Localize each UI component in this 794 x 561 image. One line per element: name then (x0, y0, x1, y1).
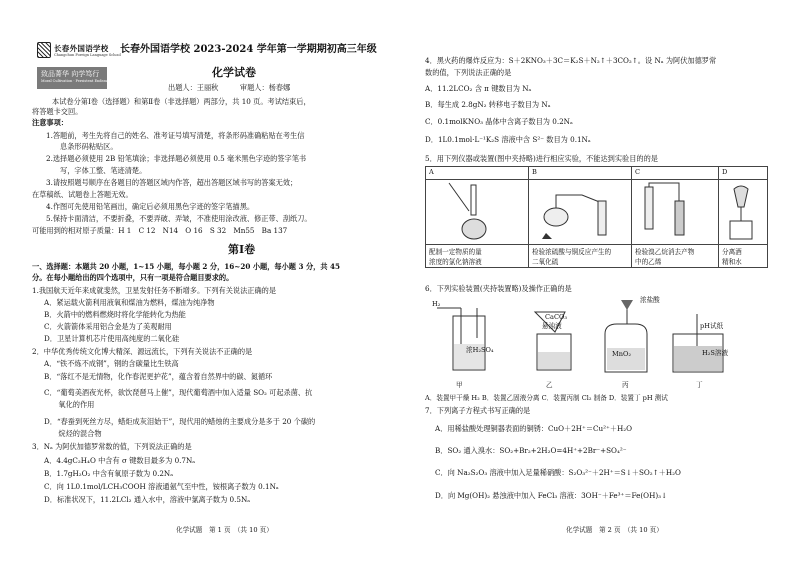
label-ding: 丁 (696, 381, 703, 389)
question-option: B．“落红不是无情物，化作春泥更护花”，蕴含着自然界中的碳、氮循环 (44, 372, 273, 381)
notice-line: 写，字体工整、笔迹清楚。 (60, 166, 147, 175)
footer-right: 化学试题 第 2 页 （共 10 页） (566, 526, 663, 534)
question-option: B．1.7gH₂O₂ 中含有氧原子数为 0.2Nₐ (44, 469, 173, 478)
exam-subject: 化学试卷 (212, 66, 256, 79)
footer-left: 化学试题 第 1 页 （共 10 页） (176, 526, 273, 534)
section-title: 第Ⅰ卷 (228, 243, 256, 256)
question-option: D．向 Mg(OH)₂ 悬浊液中加入 FeCl₃ 溶液：3OH⁻＋Fe³⁺＝Fe(OH)₃↓ (435, 491, 668, 500)
school-seal-icon (37, 42, 51, 58)
apparatus-b (529, 180, 632, 245)
table-header-b: B (529, 167, 632, 180)
question-stem: 1.我国航天近年来成就斐然，卫星发射任务不断增多。下列有关说法正确的是 (32, 286, 277, 295)
apparatus-a (426, 180, 529, 245)
label-conc-h2so4: 浓H₂SO₄ (466, 346, 494, 354)
label-yi: 乙 (546, 381, 553, 389)
question-option: D．1L0.1mol·L⁻¹K₂S 溶液中含 S²⁻ 数目为 0.1Nₐ (425, 135, 591, 144)
question-option: C．火箭箭体采用铝合金是为了美观耐用 (44, 322, 172, 331)
label-bing: 丙 (622, 381, 629, 389)
separatory-funnel-icon (722, 181, 760, 241)
copper-reaction-icon (532, 181, 622, 241)
section-desc-2: 分。在每小题给出的四个选项中，只有一项是符合题目要求的。 (32, 273, 234, 282)
notice-line: 3.请按照题号顺序在各题目的答题区域内作答，超出答题区域书写的答案无效； (46, 178, 298, 187)
notice-line: 1.答题前，考生先将自己的姓名、准考证号填写清楚，将条形码准确粘贴在考生信 (46, 131, 305, 140)
question-stem: 7．下列离子方程式书写正确的是 (425, 406, 531, 415)
school-name-logo: 长春外国语学校 (54, 44, 109, 53)
question-option: A．用稀盐酸处理铜器表面的铜锈：CuO＋2H⁺＝Cu²⁺＋H₂O (435, 424, 633, 433)
caption-c: 检验溴乙烷消去产物 中的乙烯 (632, 245, 719, 268)
notice-line: 4.作图可先使用铅笔画出，确定后必须用黑色字迹的签字笔描黑。 (46, 202, 255, 211)
question-option: 烷烃的混合物 (44, 429, 102, 438)
question-option: D．“春蚕到死丝方尽，蜡炬成灰泪始干”，现代用的蜡烛的主要成分是多于 20 个碳的 (44, 417, 316, 426)
table-header-d: D (719, 167, 768, 180)
intro-line-2: 将答题卡交回。 (32, 107, 83, 116)
notice-line: 2.选择题必须使用 2B 铅笔填涂；非选择题必须使用 0.5 毫米黑色字迹的签字笔书 (46, 154, 307, 163)
question-option: A．紧运载火箭利用液氧和煤油为燃料，煤油为纯净物 (44, 298, 215, 307)
apparatus-c (632, 180, 719, 245)
question-stem: 2．中华优秀传统文化博大精深、源远流长，下列有关说法不正确的是 (32, 347, 253, 356)
caption-d: 分离酒 精和水 (719, 245, 768, 268)
caption-a: 配制一定物质的量 浓度的氯化钠溶液 (426, 245, 529, 268)
exam-authors: 出题人：王丽秋 审题人：杨春娜 (168, 83, 291, 92)
question-stem: 3．Nₐ 为阿伏加德罗常数的值，下列说法正确的是 (32, 442, 192, 451)
experiment-table (425, 166, 768, 268)
table-header-a: A (426, 167, 529, 180)
apparatus-d (719, 180, 768, 245)
label-ph-paper: pH试纸 (700, 322, 724, 330)
question-option: D．卫星计算机芯片使用高纯度的二氧化硅 (44, 334, 180, 343)
label-conc-hcl: 浓盐酸 (640, 296, 660, 304)
school-name-en: Changchun Foreign Language School (54, 53, 121, 57)
question-option: D．标准状况下，11.2LCl₂ 通入水中，溶液中氯离子数为 0.5Nₐ (44, 495, 251, 504)
notice-line: 息条形码粘贴区。 (60, 142, 118, 151)
label-suspension: 悬浊液 (542, 322, 562, 330)
ethylene-test-icon (635, 181, 709, 241)
question-stem: 6．下列实验装置(夹持装置略)及操作正确的是 (425, 284, 572, 293)
question-stem: 数的值，下列说法正确的是 (425, 68, 512, 77)
question-option: B．每生成 2.8gN₂ 转移电子数目为 Nₐ (425, 100, 551, 109)
label-caco3: CaCO₃ (545, 313, 568, 321)
table-header-c: C (632, 167, 719, 180)
question-option: C．0.1molKNO₃ 晶体中含离子数目为 0.2Nₐ (425, 117, 573, 126)
notice-line: 5.保持卡面清洁，不要折叠，不要弄破、弄皱，不准使用涂改液、修正带、刮纸刀。 (46, 214, 312, 223)
label-h2s: H₂S溶液 (702, 349, 729, 357)
motto-cn: 致品菁华 向学笃行 (41, 70, 100, 78)
volumetric-flask-icon (429, 181, 519, 241)
exam-title: 长春外国语学校 2023-2024 学年第一学期期初高三年级 (120, 44, 377, 55)
question-option: A．11.2LCO₂ 含 π 键数目为 Nₐ (425, 84, 532, 93)
label-jia: 甲 (456, 381, 463, 389)
question-stem: 5．用下列仪器或装置(图中夹持略)进行相应实验，不能达到实验目的的是 (425, 154, 658, 163)
notice-line: 在草稿纸、试题卷上答题无效。 (32, 190, 133, 199)
question-option: C．向 Na₂S₂O₃ 溶液中加入足量稀硝酸：S₂O₃²⁻＋2H⁺＝S↓＋SO₂↑＋H₂O (435, 468, 681, 477)
question-stem: 4．黑火药的爆炸反应为：S＋2KNO₃＋3C＝K₂S＋N₂↑＋3CO₂↑。设 Nₐ 为阿伏加德罗常 (425, 56, 717, 65)
question-options: A．装置甲干燥 H₂ B．装置乙固液分离 C．装置丙制 Cl₂ 制备 D．装置丁 pH 测试 (425, 394, 668, 402)
question-option: B．火箭中的燃料燃烧时将化学能转化为热能 (44, 310, 186, 319)
label-h2: H₂ (432, 300, 441, 308)
intro-line-1: 本试卷分第Ⅰ卷（选择题）和第Ⅱ卷（非选择题）两部分，共 10 页。考试结束后， (52, 97, 311, 106)
apparatus-figure-q6 (425, 294, 755, 386)
question-option: 氧化的作用 (44, 400, 95, 409)
caption-b: 检验浓硫酸与铜反应产生的 二氧化硫 (529, 245, 632, 268)
notice-title: 注意事项： (32, 118, 68, 127)
section-desc-1: 一、选择题：本题共 20 小题，1~15 小题，每小题 2 分，16~20 小题，每小题 3 分，共 45 (32, 262, 341, 271)
motto-en: Moral Cultivation · Persistent Endeavor (41, 79, 112, 83)
question-option: C．“葡萄美酒夜光杯，欲饮琵琶马上催”，现代葡萄酒中加入适量 SO₂ 可起杀菌、抗 (44, 388, 313, 397)
question-option: A．“铁不炼不成钢”，钢的含碳量比生铁高 (44, 359, 179, 368)
label-mno2: MnO₂ (612, 350, 632, 358)
atomic-masses: 可能用到的相对原子质量：H 1 C 12 N14 O 16 S 32 Mn55 Ba 137 (32, 226, 288, 235)
question-option: B．SO₂ 通入溴水：SO₂+Br₂+2H₂O=4H⁺+2Br⁻+SO₄²⁻ (435, 446, 627, 455)
question-option: C．向 1L0.1mol/LCH₃COOH 溶液通氨气至中性，铵根离子数为 0.1Nₐ (44, 482, 279, 491)
school-motto (37, 67, 112, 89)
question-option: A．4.4gC₂H₄O 中含有 σ 键数目最多为 0.7Nₐ (44, 456, 196, 465)
